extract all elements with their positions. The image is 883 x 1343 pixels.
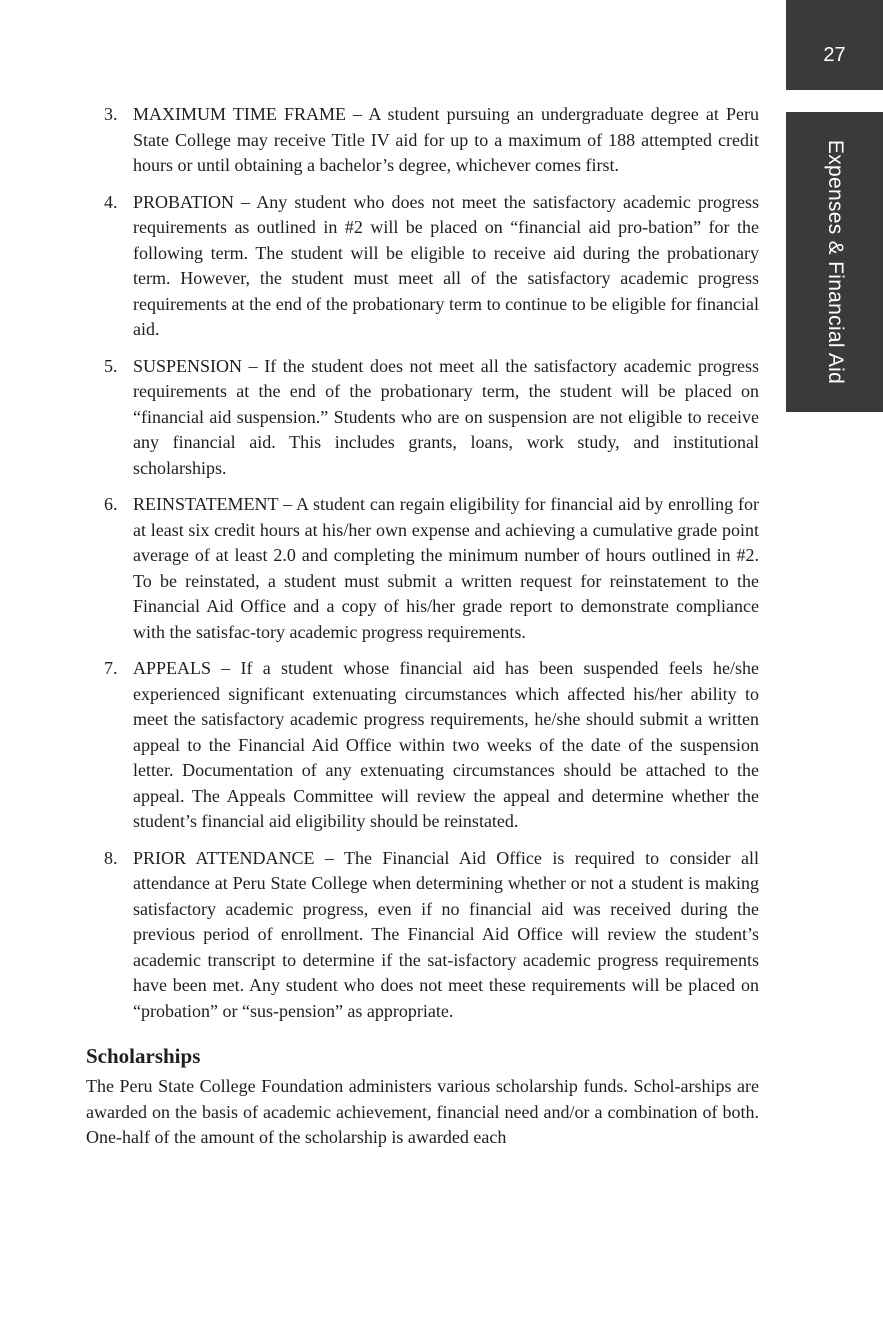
section-tab-label: Expenses & Financial Aid — [823, 139, 847, 385]
item-text: APPEALS – If a student whose financial aid has been suspended feels he/she experienced significant extenuating circumstances which affected his/her ability to meet the satisfactory academic progress requirements, he/she should submit a written appeal to the Financial Aid Office within two weeks of the date of the suspension letter. Documentation of any extenuating circumstances should be attached to the appeal. The Appeals Committee will review the appeal and determine whether the student’s financial aid eligibility should be reinstated. — [133, 658, 759, 831]
item-text: PRIOR ATTENDANCE – The Financial Aid Office is required to consider all attendance at Peru State College when determining whether or not a student is making satisfactory academic progress, even if no financial aid was received during the previous period of enrollment. The Financial Aid Office will review the student’s academic transcript to determine if the sat-isfactory academic progress requirements have been met. Any student who does not meet these requirements will be placed on “probation” or “sus-pension” as appropriate. — [133, 847, 759, 1021]
list-item-probation — [86, 190, 759, 343]
item-number: 4. — [104, 191, 118, 212]
item-number: 5. — [104, 355, 118, 376]
list-item-appeals — [86, 656, 759, 835]
list-item-prior-attendance — [86, 846, 759, 1025]
item-text: PROBATION – Any student who does not meet the satisfactory academic progress requirements as outlined in #2 will be placed on “financial aid pro-bation” for the following term. The student will be eligible to receive aid during the probationary term. However, the student must meet all of the satisfactory academic progress requirements at the end of the probationary term to continue to be eligible for financial aid. — [133, 191, 759, 339]
page-content — [86, 102, 759, 1151]
list-item-reinstatement — [86, 492, 759, 645]
section-tab — [786, 112, 883, 412]
scholarships-heading: Scholarships — [86, 1044, 201, 1068]
scholarships-paragraph: The Peru State College Foundation administers various scholarship funds. Schol-arships are awarded on the basis of academic achievement, financial need and/or a combination of both. One-half of the amount of the scholarship is awarded each — [86, 1076, 759, 1147]
sap-policy-list — [86, 102, 759, 1024]
page-number-tab — [786, 0, 883, 90]
item-text: REINSTATEMENT – A student can regain eligibility for financial aid by enrolling for at least six credit hours at his/her own expense and achieving a cumulative grade point average of at least 2.0 and completing the minimum number of hours outlined in #2. To be reinstated, a student must submit a written request for reinstatement to the Financial Aid Office and a copy of his/her grade report to demonstrate compliance with the satisfac-tory academic progress requirements. — [133, 494, 759, 642]
list-item-maximum-time-frame — [86, 102, 759, 179]
item-text: MAXIMUM TIME FRAME – A student pursuing an undergraduate degree at Peru State College may receive Title IV aid for up to a maximum of 188 attempted credit hours or until obtaining a bachelor’s degree, whichever comes first. — [133, 104, 759, 175]
item-number: 3. — [104, 104, 118, 124]
item-number: 8. — [104, 847, 118, 868]
page-number: 27 — [823, 44, 846, 66]
item-text: SUSPENSION – If the student does not meet all the satisfactory academic progress requirements at the end of the probationary term, the student will be placed on “financial aid suspension.” Students who are on suspension are not eligible to receive any financial aid. This includes grants, loans, work study, and institutional scholarships. — [133, 355, 759, 478]
item-number: 6. — [104, 494, 118, 514]
item-number: 7. — [104, 658, 118, 678]
list-item-suspension — [86, 354, 759, 482]
